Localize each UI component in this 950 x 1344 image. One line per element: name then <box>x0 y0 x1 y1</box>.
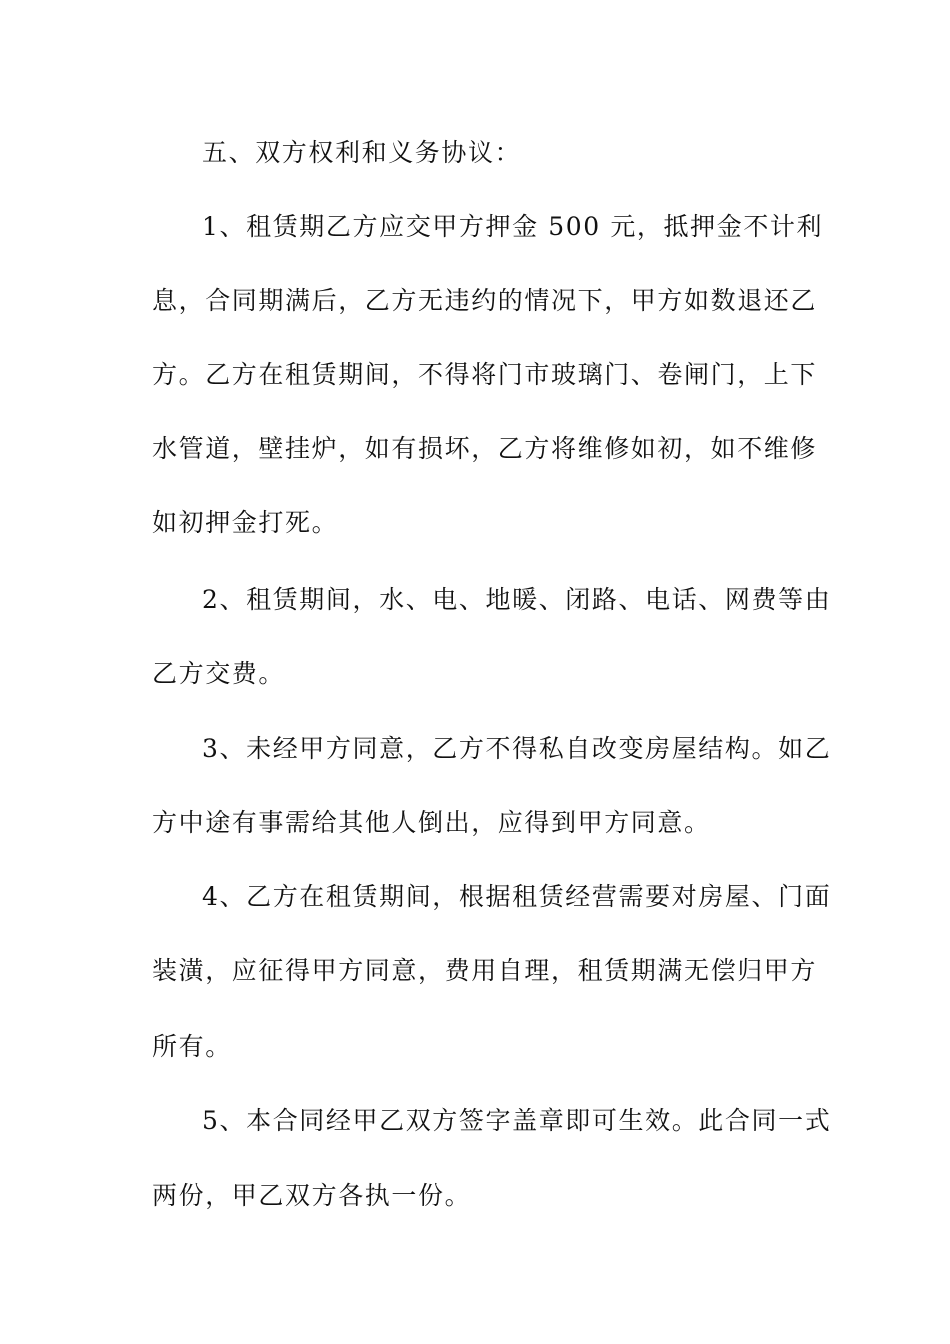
clause-2-line-2: 乙方交费。 <box>152 659 286 688</box>
clause-1-line-2: 息，合同期满后，乙方无违约的情况下，甲方如数退还乙 <box>152 286 818 315</box>
clause-2-line-1: 2、租赁期间，水、电、地暖、闭路、电话、网费等由 <box>202 585 832 614</box>
clause-5-line-1: 5、本合同经甲乙双方签字盖章即可生效。此合同一式 <box>202 1106 832 1135</box>
clause-1-line-1: 1、租赁期乙方应交甲方押金 500 元，抵押金不计利 <box>202 212 824 241</box>
clause-1-line-5: 如初押金打死。 <box>152 508 339 537</box>
section-heading: 五、双方权利和义务协议： <box>202 138 522 167</box>
clause-3-line-2: 方中途有事需给其他人倒出，应得到甲方同意。 <box>152 808 711 837</box>
clause-4-line-2: 装潢，应征得甲方同意，费用自理，租赁期满无偿归甲方 <box>152 956 818 985</box>
clause-4-line-3: 所有。 <box>152 1032 232 1061</box>
clause-5-line-2: 两份，甲乙双方各执一份。 <box>152 1181 472 1210</box>
clause-3-line-1: 3、未经甲方同意，乙方不得私自改变房屋结构。如乙 <box>202 734 832 763</box>
clause-1-line-3: 方。乙方在租赁期间，不得将门市玻璃门、卷闸门，上下 <box>152 360 818 389</box>
clause-4-line-1: 4、乙方在租赁期间，根据租赁经营需要对房屋、门面 <box>202 882 832 911</box>
clause-1-line-4: 水管道，壁挂炉，如有损坏，乙方将维修如初，如不维修 <box>152 434 818 463</box>
